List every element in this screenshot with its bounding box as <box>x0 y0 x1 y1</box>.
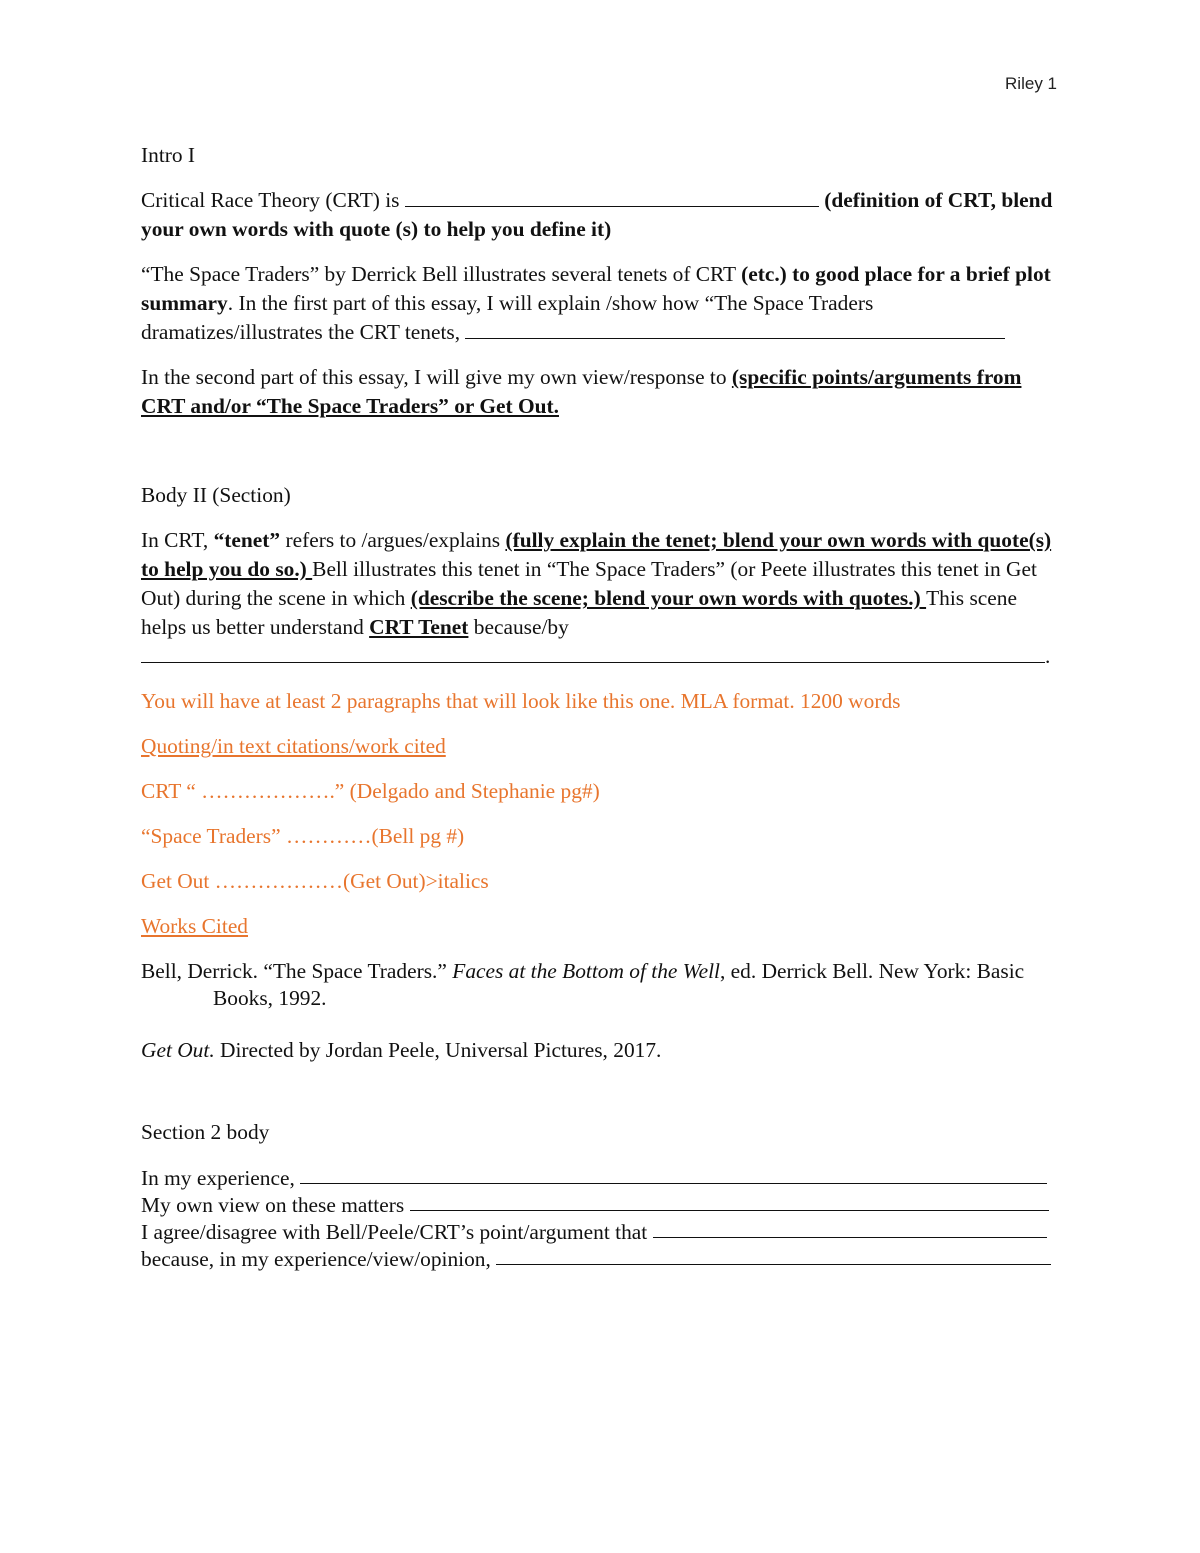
fill-blank-definition[interactable] <box>405 188 819 207</box>
fill-blank-own-view[interactable] <box>410 1192 1049 1211</box>
body-p1-tenet: “tenet” <box>213 528 281 552</box>
page-header-label: Riley 1 <box>1005 74 1057 93</box>
body-p1-text-3: Bell illustrates this tenet in “The Space Traders” (or Peete illustrates this tenet in Get Out) during the scene in which <box>141 557 1037 610</box>
intro-paragraph-2 <box>141 260 1059 347</box>
fill-blank-agree-disagree[interactable] <box>653 1219 1047 1238</box>
note-get-out-citation: Get Out ………………(Get Out)>italics <box>141 869 489 893</box>
body-p1-period: . <box>1045 644 1051 668</box>
section2-line <box>141 1219 1059 1246</box>
fill-blank-because[interactable] <box>141 644 1045 663</box>
document-body <box>141 141 1059 1273</box>
body-paragraph-1 <box>141 526 1059 671</box>
section2-line-label: I agree/disagree with Bell/Peele/CRT’s point/argument that <box>141 1220 653 1244</box>
intro-p2-bold: (etc.) to good place for a brief plot summary <box>141 262 1051 315</box>
intro-p2-text-1: “The Space Traders” by Derrick Bell illustrates several tenets of CRT <box>141 262 742 286</box>
fill-blank-opinion[interactable] <box>496 1246 1051 1265</box>
get-out-entry-text: Directed by Jordan Peele, Universal Pictures, 2017. <box>214 1038 662 1062</box>
section2-lines <box>141 1165 1059 1273</box>
works-cited-entry-get-out <box>141 1036 1059 1065</box>
intro-heading: Intro I <box>141 143 196 167</box>
works-cited-entry-bell <box>141 958 1059 1012</box>
get-out-entry-title: Get Out. <box>141 1038 215 1062</box>
section2-line <box>141 1192 1059 1219</box>
note-paragraph-count: You will have at least 2 paragraphs that will look like this one. MLA format. 1200 words <box>141 689 901 713</box>
body-p1-text-4: This scene helps us better understand <box>141 586 1017 639</box>
section2-line-label: My own view on these matters <box>141 1193 410 1217</box>
section2-line-label: In my experience, <box>141 1166 301 1190</box>
body-p1-instruction-1: (fully explain the tenet; blend your own words with quote(s) to help you do so.) <box>141 528 1052 581</box>
body-p1-text-1: In CRT, <box>141 528 214 552</box>
body-heading: Body II (Section) <box>141 483 291 507</box>
section2-heading: Section 2 body <box>141 1120 270 1144</box>
bell-entry-text-2: , ed. Derrick Bell. New York: Basic Books, 1992. <box>213 959 1025 1010</box>
section2-line-label: because, in my experience/view/opinion, <box>141 1247 497 1271</box>
body-p1-text-2: refers to /argues/explains <box>280 528 506 552</box>
note-crt-citation: CRT “ ……………….” (Delgado and Stephanie pg#) <box>141 779 600 803</box>
intro-p2-text-2: . In the first part of this essay, I will explain /show how “The Space Traders dramatizes/illustrates the CRT tenets, <box>141 291 874 344</box>
intro-p1-instruction: (definition of CRT, blend your own words with quote (s) to help you define it) <box>141 188 1053 241</box>
body-p1-crt-tenet: CRT Tenet <box>369 615 469 639</box>
note-quoting: Quoting/in text citations/work cited <box>141 734 446 758</box>
note-space-traders-citation: “Space Traders” …………(Bell pg #) <box>141 824 465 848</box>
intro-p3-bold-underlined: (specific points/arguments from CRT and/or “The Space Traders” or Get Out. <box>141 365 1022 418</box>
fill-blank-tenets[interactable] <box>465 320 1005 339</box>
fill-blank-experience[interactable] <box>300 1165 1047 1184</box>
intro-p3-text: In the second part of this essay, I will give my own view/response to <box>141 365 732 389</box>
body-p1-instruction-2: (describe the scene; blend your own words with quotes.) <box>410 586 927 610</box>
bell-entry-title: Faces at the Bottom of the Well <box>452 959 720 983</box>
intro-paragraph-1 <box>141 186 1059 244</box>
section2-line <box>141 1165 1059 1192</box>
intro-paragraph-3 <box>141 363 1059 421</box>
section2-line <box>141 1246 1059 1273</box>
works-cited-heading: Works Cited <box>141 914 249 938</box>
bell-entry-text-1: Bell, Derrick. “The Space Traders.” <box>141 959 453 983</box>
intro-p1-lead: Critical Race Theory (CRT) is <box>141 188 405 212</box>
body-p1-text-5: because/by <box>468 615 569 639</box>
